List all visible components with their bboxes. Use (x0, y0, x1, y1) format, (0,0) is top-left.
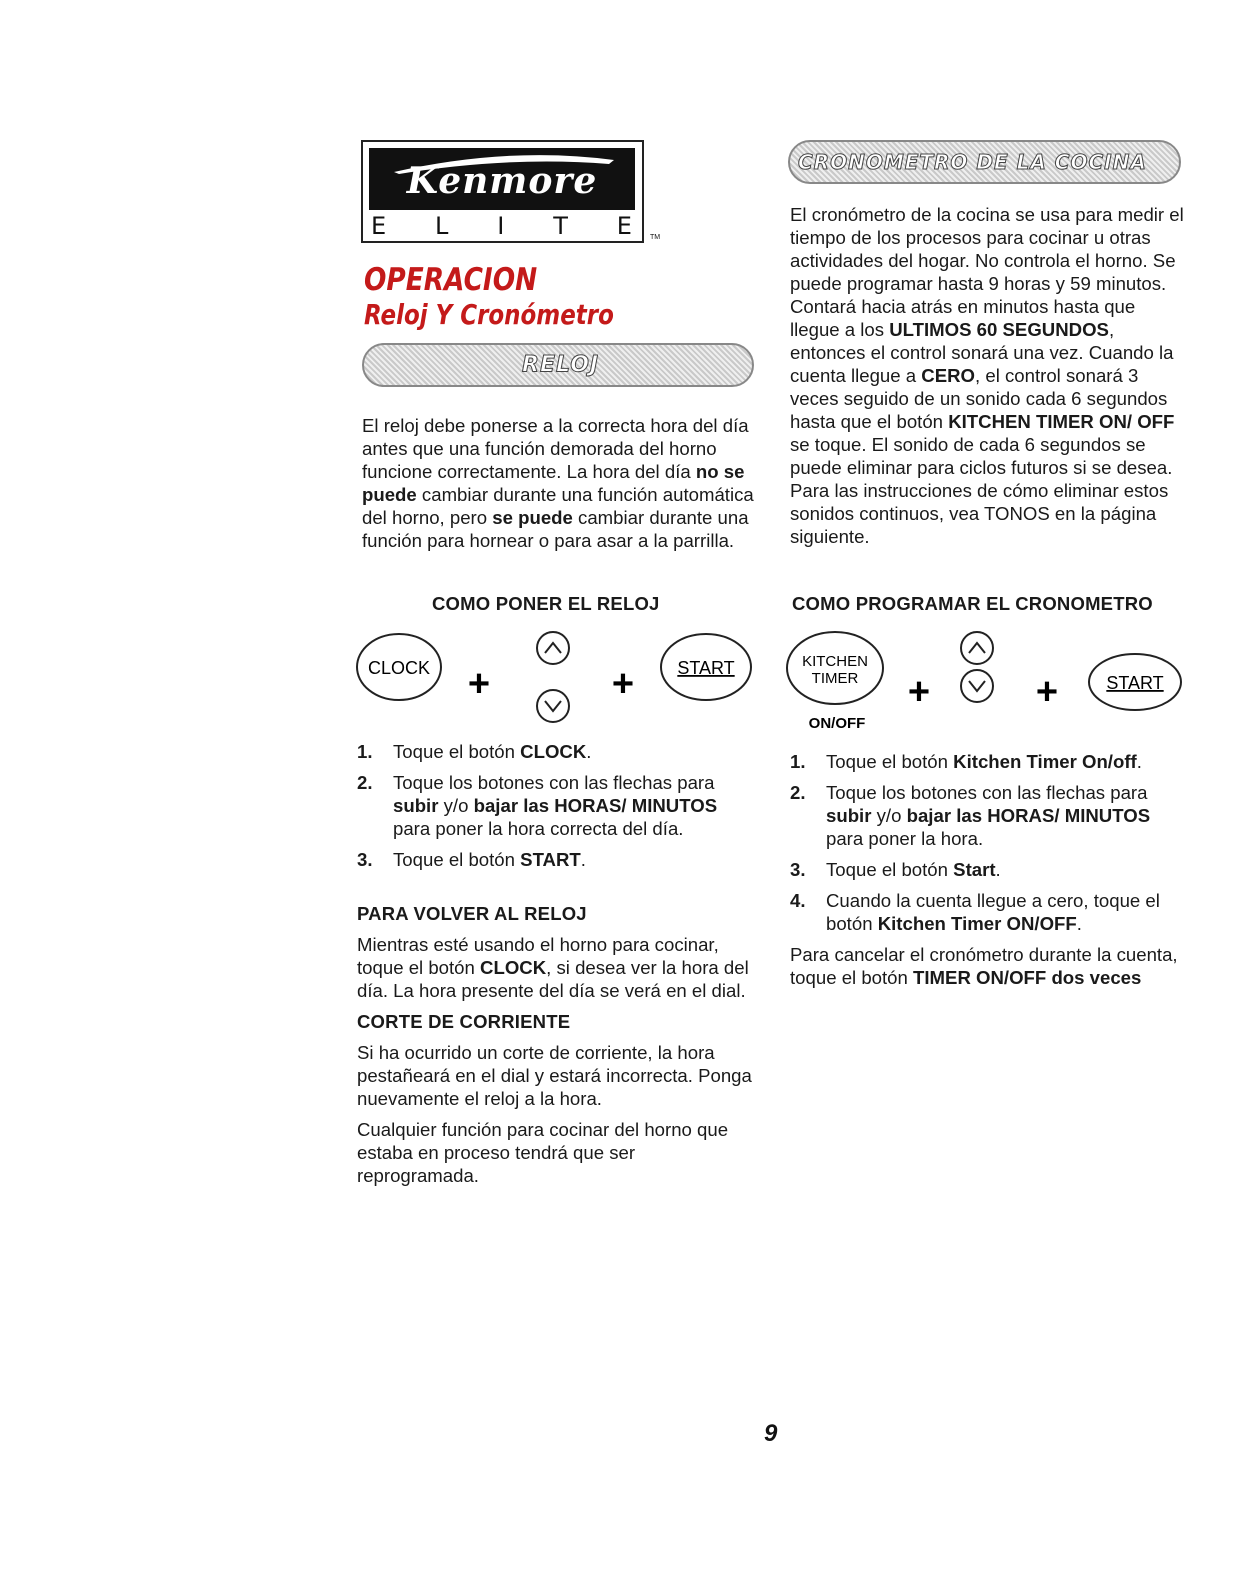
kenmore-wordmark: Kenmore (406, 160, 598, 202)
elite-letter: L (435, 212, 451, 240)
trademark-mark: TM (650, 234, 661, 241)
page-number: 9 (764, 1420, 778, 1447)
step-bold: START (520, 849, 581, 870)
kitchen-timer-button[interactable] (787, 632, 883, 704)
intro-text: cambiar durante una función automática del horno, pero (362, 484, 754, 528)
chevron-down-icon (969, 681, 985, 691)
plus-sign: + (467, 663, 491, 705)
onoff-label: ON/OFF (808, 715, 866, 732)
reloj-intro (362, 414, 757, 552)
reloj-banner-label: RELOJ (522, 352, 600, 378)
set-timer-heading: COMO PROGRAMAR EL CRONOMETRO (792, 593, 1153, 614)
step-number: 2. (357, 772, 373, 793)
step-item (357, 740, 757, 763)
step-text: Toque los botones con las flechas para (393, 772, 715, 793)
elite-letter: I (497, 212, 507, 240)
return-text: Mientras esté usando el horno para cocinar, toque el botón CLOCK, si desea ver la hora del día. La hora presente del día se verá en el dial. (357, 934, 749, 1001)
set-clock-heading: COMO PONER EL RELOJ (432, 593, 660, 614)
step-text: y/o (438, 795, 474, 816)
kenmore-logo-plate (369, 148, 635, 210)
return-section (357, 902, 757, 1187)
power-text: Cualquier función para cocinar del horno que estaba en proceso tendrá que ser reprogramada. (357, 1119, 729, 1186)
down-arrow-button[interactable] (961, 670, 993, 702)
plus-sign: + (1035, 671, 1059, 713)
step-number: 1. (357, 741, 373, 762)
intro-bold: se puede (492, 507, 573, 528)
plus-sign: + (907, 671, 931, 713)
elite-letter: E (616, 212, 634, 240)
elite-letters (371, 212, 634, 240)
intro-bold: no se puede (362, 461, 745, 505)
power-text: Si ha ocurrido un corte de corriente, la hora pestañeará en el dial y estará incorrecta. Ponga nuevamente el reloj a la hora. (357, 1042, 752, 1109)
chevron-up-icon (545, 643, 561, 653)
cancel-text: Para cancelar el cronómetro durante la cuenta, toque el botón TIMER ON/OFF dos veces (790, 944, 1178, 988)
intro-text: El reloj debe ponerse a la correcta hora del día antes que una función demorada del horno funcione correctamente. La hora del día (362, 415, 749, 482)
clock-controls-diagram (355, 628, 755, 728)
step-text: . (580, 849, 586, 870)
start-button-label: START (1106, 673, 1164, 693)
cronometro-banner-label: CRONOMETRO DE LA COCINA (798, 150, 1147, 174)
step-item: 2. Toque los botones con las flechas para subir y/o bajar las HORAS/ MINUTOS para poner la hora. (790, 782, 1151, 849)
power-heading: CORTE DE CORRIENTE (357, 1011, 571, 1032)
step-item: 4. Cuando la cuenta llegue a cero, toque el botón Kitchen Timer ON/OFF. (790, 890, 1160, 934)
timer-label: TIMER (811, 670, 859, 687)
start-button-label: START (677, 658, 735, 678)
kitchen-label: KITCHEN (802, 653, 868, 670)
timer-controls-diagram (785, 628, 1185, 738)
plus-sign: + (611, 663, 635, 705)
step-number: 3. (357, 849, 373, 870)
page-title: OPERACION (364, 262, 538, 298)
step-bold: bajar las HORAS/ MINUTOS (473, 795, 718, 816)
elite-letter: T (553, 212, 570, 240)
up-arrow-button[interactable] (961, 632, 993, 664)
step-text: Toque el botón (393, 741, 521, 762)
step-bold: subir (393, 795, 439, 816)
clock-button[interactable] (357, 634, 441, 700)
step-text: para poner la hora correcta del día. (393, 818, 684, 839)
cronometro-banner (788, 140, 1181, 184)
chevron-down-icon (545, 701, 561, 711)
kenmore-elite-logo (361, 140, 644, 243)
up-arrow-button[interactable] (537, 632, 569, 664)
clock-steps (357, 740, 757, 879)
step-item (357, 771, 757, 840)
timer-steps (790, 750, 1185, 989)
elite-letter: E (371, 212, 389, 240)
return-heading: PARA VOLVER AL RELOJ (357, 903, 587, 924)
intro-text: cambiar durante una función para hornear o para asar a la parrilla. (362, 507, 749, 551)
step-item: 3. Toque el botón Start. (790, 859, 1001, 880)
step-item (357, 848, 757, 871)
step-text: Toque el botón (393, 849, 521, 870)
clock-button-label: CLOCK (367, 658, 431, 678)
step-item: 1. Toque el botón Kitchen Timer On/off. (790, 751, 1142, 772)
reloj-banner (362, 343, 754, 387)
step-text: . (586, 741, 592, 762)
down-arrow-button[interactable] (537, 690, 569, 722)
cronometro-intro: El cronómetro de la cocina se usa para medir el tiempo de los procesos para cocinar u otras actividades del hogar. No controla el horno. Se puede programar hasta 9 horas y 59 minutos. Contará hacia atrás en minutos hasta que llegue a los ULTIMOS 60 SEGUNDOS, entonces el control sonará una vez. Cuando la cuenta llegue a CERO, el control sonará 3 veces seguido de un sonido cada 6 segundos hasta que el botón KITCHEN TIMER ON/ OFF se toque. El sonido de cada 6 segundos se puede eliminar para ciclos futuros si se desea. Para las instrucciones de cómo eliminar estos sonidos continuos, vea TONOS en la página siguiente. (790, 204, 1184, 547)
start-button[interactable] (661, 634, 751, 700)
step-bold: CLOCK (520, 741, 587, 762)
page-subtitle: Reloj Y Cronómetro (364, 298, 614, 331)
chevron-up-icon (969, 643, 985, 653)
start-button[interactable] (1089, 654, 1181, 710)
